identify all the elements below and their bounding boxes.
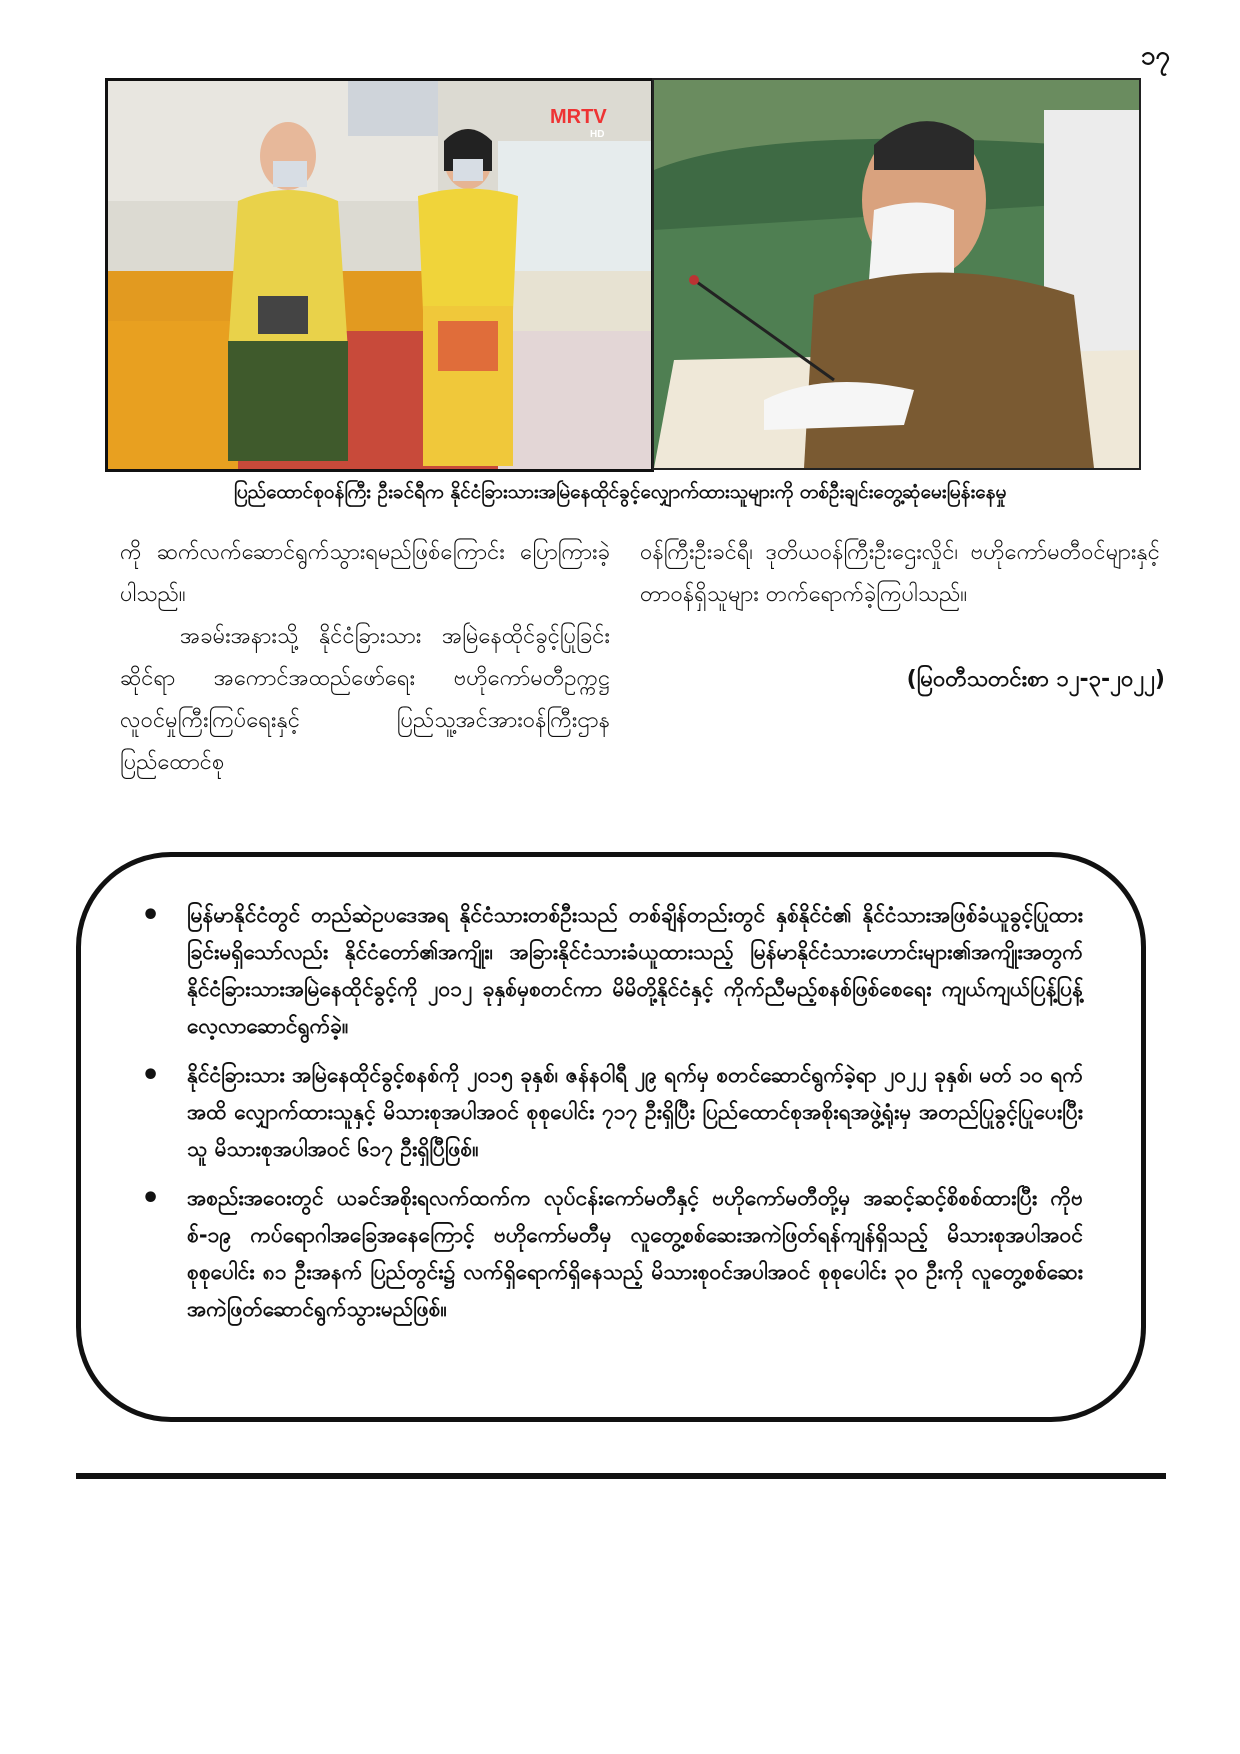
- article-paragraph: အခမ်းအနားသို့ နိုင်ငံခြားသား အမြဲနေထိုင်ခွင့်ပြုခြင်းဆိုင်ရာ အကောင်အထည်ဖော်ရေး ဗဟိုကော်မတီဥက္ကဋ္ဌ လူဝင်မှုကြီးကြပ်ရေးနှင့် ပြည်သူ့အင်အားဝန်ကြီးဌာန ပြည်ထောင်စု: [120, 624, 610, 775]
- highlight-text: အစည်းအဝေးတွင် ယခင်အစိုးရလက်ထက်က လုပ်ငန်းကော်မတီနှင့် ဗဟိုကော်မတီတို့မှ အဆင့်ဆင့်စိစစ်ထားပြီး ကိုဗစ်-၁၉ ကပ်ရောဂါအခြေအနေကြောင့် ဗဟိုကော်မတီမှ လူတွေ့စစ်ဆေးအကဲဖြတ်ရန်ကျန်ရှိသည့် မိသားစုအပါအဝင် စုစုပေါင်း ၈၁ ဦးအနက် ပြည်တွင်း၌ လက်ရှိရောက်ရှိနေသည့် မိသားစုဝင်အပါအဝင် စုစုပေါင်း ၃၀ ဦးကို လူတွေ့စစ်ဆေးအကဲဖြတ်ဆောင်ရွက်သွားမည်ဖြစ်။: [187, 1186, 1083, 1321]
- highlight-text: မြန်မာနိုင်ငံတွင် တည်ဆဲဥပဒေအရ နိုင်ငံသားတစ်ဦးသည် တစ်ချိန်တည်းတွင် နှစ်နိုင်ငံ၏ နိုင်ငံသားအဖြစ်ခံယူခွင့်ပြုထားခြင်းမရှိသော်လည်း နိုင်ငံတော်၏အကျိုး၊ အခြားနိုင်ငံသားခံယူထားသည့် မြန်မာနိုင်ငံသားဟောင်းများ၏အကျိုးအတွက် နိုင်ငံခြားသားအမြဲနေထိုင်ခွင့်ကို ၂၀၁၂ ခုနှစ်မှစတင်ကာ မိမိတို့နိုင်ငံနှင့် ကိုက်ညီမည့်စနစ်ဖြစ်စေရေး ကျယ်ကျယ်ပြန့်ပြန့် လေ့လာဆောင်ရွက်ခဲ့။: [187, 903, 1083, 1038]
- highlight-item: [141, 1057, 1083, 1168]
- mrtv-logo: MRTV: [550, 106, 607, 128]
- article-paragraph: ကို ဆက်လက်ဆောင်ရွက်သွားရမည်ဖြစ်ကြောင်း ပြောကြားခဲ့ပါသည်။: [120, 540, 610, 607]
- photo-two-applicants: [105, 78, 654, 472]
- article-source: (မြဝတီသတင်းစာ ၁၂-၃-၂၀၂၂): [906, 667, 1165, 692]
- photo-union-minister-image: [654, 80, 1139, 468]
- highlights-list: [81, 857, 1141, 1328]
- mrtv-hd-label: HD: [590, 129, 605, 140]
- highlight-item: [141, 897, 1083, 1045]
- photo-two-applicants-image: [108, 81, 651, 469]
- bullet-icon: •: [141, 1181, 161, 1216]
- horizontal-divider: [76, 1473, 1166, 1479]
- article-right-column: [640, 532, 1160, 616]
- highlight-item: [141, 1180, 1083, 1328]
- article-left-column: [120, 532, 610, 784]
- highlights-box: [76, 852, 1146, 1422]
- photo-union-minister: [652, 78, 1141, 470]
- page-number: ၁၇: [1140, 41, 1170, 71]
- photo-caption: ပြည်ထောင်စုဝန်ကြီး ဦးခင်ရီက နိုင်ငံခြားသားအမြဲနေထိုင်ခွင့်လျှောက်ထားသူများကို တစ်ဦးချင်းတွေ့ဆုံမေးမြန်းနေမှု: [233, 481, 1007, 503]
- bullet-icon: •: [141, 1058, 161, 1093]
- bullet-icon: •: [141, 898, 161, 933]
- article-paragraph: ဝန်ကြီးဦးခင်ရီ၊ ဒုတိယဝန်ကြီးဦးဌေးလှိုင်၊ ဗဟိုကော်မတီဝင်များနှင့် တာဝန်ရှိသူများ တက်ရောက်ခဲ့ကြပါသည်။: [640, 540, 1160, 607]
- highlight-text: နိုင်ငံခြားသား အမြဲနေထိုင်ခွင့်စနစ်ကို ၂၀၁၅ ခုနှစ်၊ ဇန်နဝါရီ ၂၉ ရက်မှ စတင်ဆောင်ရွက်ခဲ့ရာ ၂၀၂၂ ခုနှစ်၊ မတ် ၁၀ ရက်အထိ လျှောက်ထားသူနှင့် မိသားစုအပါအဝင် စုစုပေါင်း ၇၁၇ ဦးရှိပြီး ပြည်ထောင်စုအစိုးရအဖွဲ့ရုံးမှ အတည်ပြုခွင့်ပြုပေးပြီးသူ မိသားစုအပါအဝင် ၆၁၇ ဦးရှိပြီဖြစ်။: [187, 1063, 1083, 1161]
